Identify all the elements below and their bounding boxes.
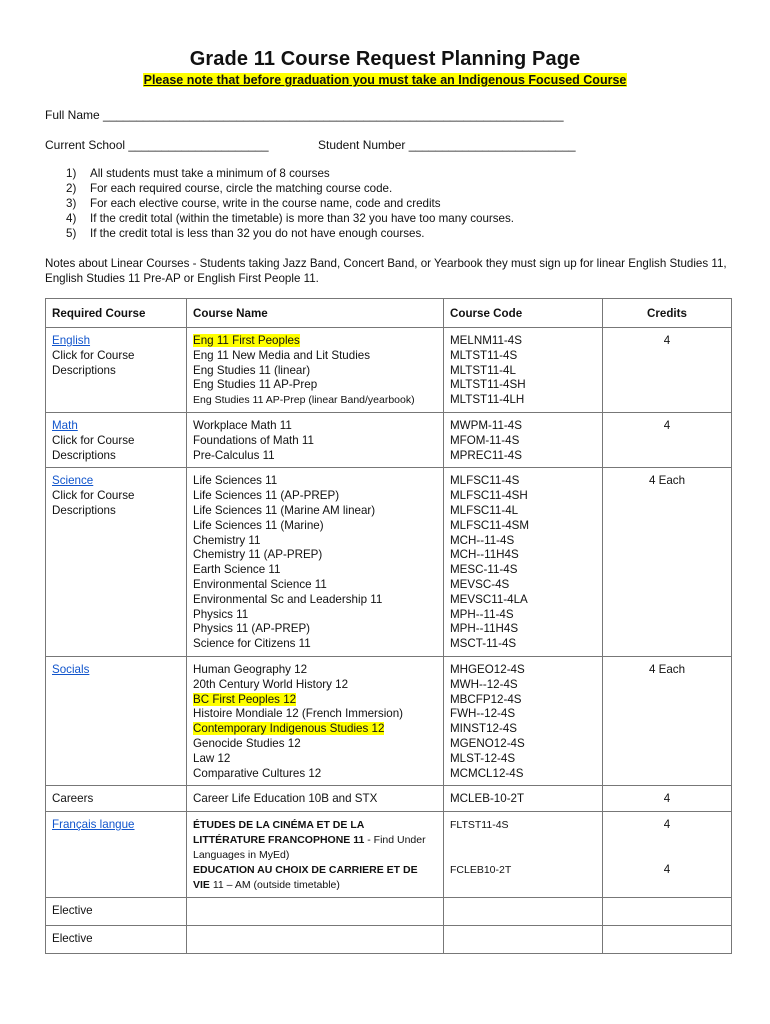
table-row-francais [46, 812, 732, 898]
elective-course-name-cell[interactable] [187, 898, 444, 926]
math-codes [444, 412, 603, 467]
course-option[interactable]: Workplace Math 11 [193, 418, 292, 432]
course-code[interactable]: FWH--12-4S [450, 707, 516, 721]
elective-course-code-cell[interactable] [444, 926, 603, 954]
socials-courses [187, 656, 444, 785]
course-option[interactable]: Histoire Mondiale 12 (French Immersion) [193, 707, 404, 721]
science-link[interactable]: Science [52, 474, 94, 488]
course-option[interactable]: 20th Century World History 12 [193, 677, 349, 691]
science-courses [187, 468, 444, 657]
course-code[interactable]: FLTST11-4S [450, 819, 509, 832]
elective-label: Elective [46, 926, 187, 954]
course-option[interactable]: Life Sciences 11 (Marine) [193, 518, 324, 532]
instructions-list [66, 166, 514, 241]
course-option[interactable]: Career Life Education 10B and STX [187, 786, 444, 812]
click-for-descriptions: Click for Course Descriptions [52, 489, 135, 517]
table-row-elective [46, 898, 732, 926]
course-code[interactable]: MHGEO12-4S [450, 662, 525, 676]
course-code[interactable]: MPREC11-4S [450, 448, 522, 462]
course-option[interactable]: Science for Citizens 11 [193, 637, 311, 651]
course-option[interactable]: EDUCATION AU CHOIX DE CARRIERE ET DE VIE 11 – AM (outside timetable) [193, 864, 418, 892]
course-code[interactable]: MCH--11-4S [450, 533, 515, 547]
francais-courses [187, 812, 444, 898]
course-code[interactable]: MLTST11-4S [450, 348, 518, 362]
course-code[interactable]: MCLEB-10-2T [444, 786, 603, 812]
click-for-descriptions: Click for Course Descriptions [52, 348, 135, 377]
course-option[interactable]: ÉTUDES DE LA CINÉMA ET DE LA LITTÉRATURE FRANCOPHONE 11 - Find Under Languages in MyEd) [193, 819, 426, 862]
course-option[interactable]: Genocide Studies 12 [193, 736, 301, 750]
elective-credits-cell[interactable] [603, 898, 732, 926]
course-table [45, 298, 732, 954]
header-course-code: Course Code [444, 299, 603, 328]
math-credits: 4 [603, 412, 732, 467]
course-option[interactable]: Comparative Cultures 12 [193, 766, 322, 780]
science-credits: 4 Each [603, 468, 732, 657]
course-code[interactable]: MEVSC-4S [450, 577, 510, 591]
course-option[interactable]: Environmental Sc and Leadership 11 [193, 592, 383, 606]
course-code[interactable]: MFOM-11-4S [450, 433, 520, 447]
course-option[interactable]: Eng Studies 11 AP-Prep (linear Band/yearbook) [193, 394, 415, 407]
table-row-math [46, 412, 732, 467]
list-item: 2) For each required course, circle the matching course code. [66, 182, 393, 195]
course-code[interactable]: MELNM11-4S [450, 334, 522, 347]
course-option[interactable]: Earth Science 11 [193, 563, 281, 577]
page-title: Grade 11 Course Request Planning Page [189, 48, 581, 70]
course-option[interactable]: Contemporary Indigenous Studies 12 [193, 722, 385, 736]
student-number-field[interactable]: Student Number _________________________ [318, 138, 576, 152]
header-credits: Credits [603, 299, 732, 328]
course-option[interactable]: Eng Studies 11 (linear) [193, 363, 311, 377]
socials-link[interactable]: Socials [52, 662, 90, 676]
list-item: 5) If the credit total is less than 32 you do not have enough courses. [66, 227, 425, 240]
list-item: 3) For each elective course, write in the course name, code and credits [66, 197, 441, 210]
course-code[interactable]: MLST-12-4S [450, 751, 516, 765]
course-code[interactable]: FCLEB10-2T [450, 864, 512, 877]
course-code[interactable]: MESC-11-4S [450, 563, 518, 577]
course-option[interactable]: Human Geography 12 [193, 662, 308, 676]
header-course-name: Course Name [187, 299, 444, 328]
english-credits: 4 [603, 328, 732, 413]
francais-codes [444, 812, 603, 898]
course-code[interactable]: MEVSC11-4LA [450, 592, 528, 606]
course-option[interactable]: Life Sciences 11 (Marine AM linear) [193, 503, 376, 517]
elective-course-name-cell[interactable] [187, 926, 444, 954]
course-code[interactable]: MCMCL12-4S [450, 766, 524, 780]
course-option[interactable]: BC First Peoples 12 [193, 692, 297, 706]
table-row-elective [46, 926, 732, 954]
english-link[interactable]: English [52, 334, 91, 347]
list-item: 4) If the credit total (within the timetable) is more than 32 you have too many courses. [66, 212, 515, 225]
course-option[interactable]: Environmental Science 11 [193, 577, 327, 591]
table-row-science [46, 468, 732, 657]
course-code[interactable]: MLFSC11-4L [450, 503, 519, 517]
course-code[interactable]: MPH--11H4S [450, 622, 519, 636]
english-courses [187, 328, 444, 413]
elective-credits-cell[interactable] [603, 926, 732, 954]
elective-course-code-cell[interactable] [444, 898, 603, 926]
course-code[interactable]: MWH--12-4S [450, 677, 518, 691]
header-required-course: Required Course [46, 299, 187, 328]
table-header-row [46, 299, 732, 328]
table-row-english [46, 328, 732, 413]
science-codes [444, 468, 603, 657]
course-option[interactable]: Life Sciences 11 [193, 474, 278, 488]
course-code[interactable]: MLFSC11-4SM [450, 518, 530, 532]
course-code[interactable]: MLTST11-4L [450, 363, 516, 377]
course-code[interactable]: MLTST11-4LH [450, 393, 525, 407]
course-code[interactable]: MINST12-4S [450, 722, 518, 736]
table-row-careers [46, 786, 732, 812]
course-option[interactable]: Law 12 [193, 751, 231, 765]
course-option[interactable]: Eng 11 New Media and Lit Studies [193, 348, 371, 362]
course-option[interactable]: Physics 11 [193, 607, 249, 621]
course-option[interactable]: Eng 11 First Peoples [193, 334, 300, 347]
list-item: 1) All students must take a minimum of 8 courses [66, 167, 330, 180]
course-code[interactable]: MBCFP12-4S [450, 692, 522, 706]
elective-label: Elective [46, 898, 187, 926]
course-option[interactable]: Physics 11 (AP-PREP) [193, 622, 311, 636]
full-name-field[interactable]: Full Name _____________________________________________________________________ [45, 108, 564, 122]
math-courses [187, 412, 444, 467]
course-code[interactable]: MLTST11-4SH [450, 378, 526, 392]
english-codes [444, 328, 603, 413]
francais-link[interactable]: Français langue [52, 818, 135, 832]
careers-label: Careers [46, 786, 187, 812]
course-code[interactable]: MPH--11-4S [450, 607, 514, 621]
course-option[interactable]: Pre-Calculus 11 [193, 448, 275, 462]
click-for-descriptions: Click for Course Descriptions [52, 433, 135, 462]
current-school-field[interactable]: Current School _____________________ [45, 138, 269, 152]
course-code[interactable]: MCH--11H4S [450, 548, 519, 562]
course-code[interactable]: MGENO12-4S [450, 736, 525, 750]
linear-courses-notes: Notes about Linear Courses - Students taking Jazz Band, Concert Band, or Yearbook they must sign up for linear English Studies 11, English Studies 11 Pre-AP or English First People 11. [45, 257, 727, 285]
course-code[interactable]: MLFSC11-4S [450, 474, 520, 488]
math-link[interactable]: Math [52, 418, 78, 432]
course-option[interactable]: Chemistry 11 (AP-PREP) [193, 548, 323, 562]
socials-credits: 4 Each [603, 656, 732, 785]
table-row-socials [46, 656, 732, 785]
course-option[interactable]: Foundations of Math 11 [193, 433, 314, 447]
course-option[interactable]: Life Sciences 11 (AP-PREP) [193, 489, 340, 503]
indigenous-course-note: Please note that before graduation you must take an Indigenous Focused Course [143, 73, 627, 87]
course-code[interactable]: MLFSC11-4SH [450, 489, 528, 503]
careers-credits: 4 [603, 786, 732, 812]
socials-codes [444, 656, 603, 785]
course-option[interactable]: Chemistry 11 [193, 533, 261, 547]
course-code[interactable]: MWPM-11-4S [450, 418, 522, 432]
course-code[interactable]: MSCT-11-4S [450, 637, 517, 651]
francais-credits: 4 4 [603, 812, 732, 898]
course-option[interactable]: Eng Studies 11 AP-Prep [193, 378, 318, 392]
